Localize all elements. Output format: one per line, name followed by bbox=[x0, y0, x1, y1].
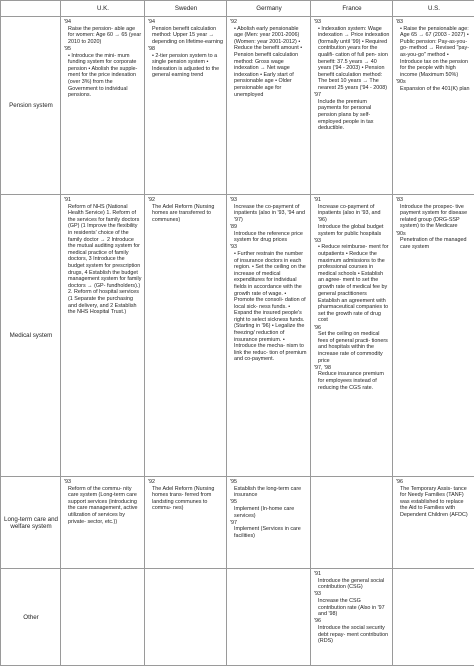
table-row bbox=[1, 569, 474, 666]
entry-text: • Introduce the mini- mum funding system for corporate pension • Abolish the supple- ment for the price indexation (over 3%) from the Government to individual pensions. bbox=[64, 53, 142, 99]
entry-text: Reduce insurance premium for employees instead of reducing the CGS rate. bbox=[314, 371, 390, 391]
entry-year: '83 bbox=[396, 197, 472, 204]
entry-text: Establish the long-term care insurance bbox=[230, 486, 308, 499]
reform-entry bbox=[64, 479, 142, 525]
reform-entry bbox=[230, 479, 308, 499]
column-header-us: U.S. bbox=[393, 1, 474, 17]
reform-entry bbox=[148, 479, 224, 512]
entry-text: Introduce the general social contribution (CSG) bbox=[314, 578, 390, 591]
entry-text: • Reduce reimburse- ment for outpatients • Reduce the maximum admissions to the professional courses in medical schools • Establish an agree- ment to set the growth rate of medical fee by general practitioners bbox=[314, 244, 390, 297]
entry-year: '89 bbox=[230, 224, 308, 231]
reform-entry bbox=[230, 244, 308, 363]
entry-year: '97 bbox=[314, 92, 390, 99]
entry-year: '90s bbox=[396, 79, 472, 86]
reform-entry bbox=[314, 298, 390, 324]
entry-text: Pension benefit calculation method: Upper 15 year → depending on lifetime-earning bbox=[148, 26, 224, 46]
row-label: Pension system bbox=[1, 17, 61, 195]
entry-text: Introduce the social security debt repay- ment contribution (RDS) bbox=[314, 625, 390, 645]
table-row bbox=[1, 17, 474, 195]
reform-entry bbox=[148, 19, 224, 45]
table-row bbox=[1, 195, 474, 477]
entry-text: The Adel Reform (Nursing homes trans- ferred from landsting communes to commu- nes) bbox=[148, 486, 224, 512]
reform-entry bbox=[64, 19, 142, 45]
reform-entry bbox=[396, 79, 472, 92]
table-cell bbox=[145, 477, 227, 569]
reform-entry bbox=[314, 365, 390, 391]
entry-year: '93 bbox=[314, 591, 390, 598]
table-cell bbox=[393, 477, 474, 569]
entry-text: Establish an agreement with pharmaceutical companies to set the growth rate of drug cost bbox=[314, 298, 390, 324]
reform-entry bbox=[64, 197, 142, 316]
corner-cell bbox=[1, 1, 61, 17]
entry-year: '93 bbox=[314, 19, 390, 26]
entry-year: '91 bbox=[314, 571, 390, 578]
table-cell bbox=[61, 195, 145, 477]
reform-entry bbox=[314, 325, 390, 365]
reform-entry bbox=[314, 591, 390, 617]
reform-entry bbox=[314, 197, 390, 223]
header-row bbox=[1, 1, 474, 17]
reform-entry bbox=[396, 479, 472, 519]
table-cell bbox=[227, 569, 311, 666]
reform-entry bbox=[230, 19, 308, 98]
entry-text: The Temporary Assis- tance for Needy Families (TANF) was established to replace the Aid to Families with Dependent Children (AFDC) bbox=[396, 486, 472, 519]
reform-entry bbox=[230, 197, 308, 223]
entry-year: '96 bbox=[396, 479, 472, 486]
entry-year: '92 bbox=[148, 197, 224, 204]
entry-year: '92 bbox=[148, 479, 224, 486]
table-cell bbox=[227, 195, 311, 477]
entry-year: '98 bbox=[148, 46, 224, 53]
entry-text: Penetration of the managed care system bbox=[396, 237, 472, 250]
table-cell bbox=[145, 195, 227, 477]
entry-text: Expansion of the 401(K) plan bbox=[396, 86, 472, 93]
table-cell bbox=[61, 17, 145, 195]
reform-entry bbox=[148, 46, 224, 79]
reform-entry bbox=[314, 92, 390, 132]
entry-year: '94 bbox=[64, 19, 142, 26]
reform-entry bbox=[314, 571, 390, 591]
reform-entry bbox=[230, 499, 308, 519]
entry-text: Introduce the prospec- tive payment system for disease related group (DRG-SSP system) to the Medicare bbox=[396, 204, 472, 230]
entry-text: • Raise the pensionable age: Age 65 → 67 (2003 - 2027) • Public pension: Pay-as-you-go- method → Revised "pay-as-you-go" method • Introduce tax on the pension for the people with high income (Maximum 50%) bbox=[396, 26, 472, 79]
reform-entry bbox=[64, 46, 142, 99]
row-label: Other bbox=[1, 569, 61, 666]
entry-text: • Abolish early pensionable age (Men: year 2001-2006) (Women: year 2001-2012) • Reduce the benefit amount • Pension benefit calculation method: Gross wage indexation → Net wage indexation • Early start of pensionable age • Older pensionable age for unemployed bbox=[230, 26, 308, 99]
table-cell bbox=[145, 569, 227, 666]
reform-entry bbox=[314, 238, 390, 297]
entry-text: Implement (Services in care facilities) bbox=[230, 526, 308, 539]
entry-text: • 2-tier pension system to a single pension system • Indexation is adjusted to the general earning trend bbox=[148, 53, 224, 79]
entry-text: Reform of the commu- nity care system (Long-term care support services (introducing the care management, active utilization of services by private- sector, etc.)) bbox=[64, 486, 142, 526]
table-cell bbox=[393, 195, 474, 477]
entry-year: '91 bbox=[314, 197, 390, 204]
entry-text: Introduce the reference price system for drug prices bbox=[230, 231, 308, 244]
table-cell bbox=[311, 569, 393, 666]
entry-text: Implement (In-home care services) bbox=[230, 506, 308, 519]
entry-year: '97, '98 bbox=[314, 365, 390, 372]
table-cell bbox=[61, 569, 145, 666]
entry-text: The Adel Reform (Nursing homes are transferred to communes) bbox=[148, 204, 224, 224]
entry-text: Increase co-payment of inpatients (also in '93, and '96) bbox=[314, 204, 390, 224]
entry-year: '94 bbox=[148, 19, 224, 26]
entry-year: '93 bbox=[230, 197, 308, 204]
table-cell bbox=[393, 17, 474, 195]
row-label: Medical system bbox=[1, 195, 61, 477]
table-cell bbox=[61, 477, 145, 569]
reform-entry bbox=[148, 197, 224, 223]
table-cell bbox=[393, 569, 474, 666]
column-header-france: France bbox=[311, 1, 393, 17]
entry-text: Raise the pension- able age for women: Age 60 → 65 (year 2010 to 2020) bbox=[64, 26, 142, 46]
column-header-sweden: Sweden bbox=[145, 1, 227, 17]
reform-entry bbox=[396, 19, 472, 78]
entry-year: '91 bbox=[64, 197, 142, 204]
reform-entry bbox=[230, 520, 308, 540]
reform-entry bbox=[396, 197, 472, 230]
entry-text: • Further restrain the number of insurance doctors in each region. • Set the ceiling on the increase of medical expenditures for individual fields in accordance with the growth rate of wage. • Promote the consoli- dation of local sick- ness funds. • Expand the insured people's right to select sickness funds. (Starting in '96) • Legalize the freezing/ reduction of insurance premium. • Introduce the mecha- nism to link the reduc- tion of premium and co-payment. bbox=[230, 251, 308, 363]
entry-year: '95 bbox=[230, 499, 308, 506]
entry-year: '97 bbox=[230, 520, 308, 527]
entry-text: Reform of NHS (National Health Service) 1. Reform of the services for family doctors (GP) (1 Improve the flexibility in residents' choice of the family doctor → 2 Introduce the mutual auditing system for medical practice of family doctors, 3 Introduce the budget system for prescription drugs, 4 Establish the budget management system for family doctors → (GP- fundholders).) 2. Reform of hospital services (1 Separate the purchasing and delivery, and 2 Establish the NHS Hospital Trust.) bbox=[64, 204, 142, 316]
table-cell bbox=[227, 17, 311, 195]
entry-text: Increase the CSG contribution rate (Also in '97 and '98) bbox=[314, 598, 390, 618]
entry-year: '96 bbox=[314, 618, 390, 625]
entry-year: '96 bbox=[314, 325, 390, 332]
entry-text: Set the ceiling on medical fees of general practi- tioners and hospitals within the increase rate of commodity price bbox=[314, 331, 390, 364]
entry-text: Increase the co-payment of inpatients (also in '93, '94 and '97) bbox=[230, 204, 308, 224]
entry-year: '93 bbox=[64, 479, 142, 486]
table-cell bbox=[311, 477, 393, 569]
reform-entry bbox=[396, 231, 472, 251]
entry-text: • Indexation system: Wage indexation → Price indexation (formally until '99) • Required contribution years for the qualifi- cation of full pen- sion benefit: 37.5 years → 40 years ('94 - 2003) • Pension benefit calculation method: The best 10 years → The nearest 25 years ('94 - 2008) bbox=[314, 26, 390, 92]
reform-entry bbox=[314, 224, 390, 237]
reform-entry bbox=[314, 618, 390, 644]
entry-text: Include the premium payments for personal pension plans by self- employed people in tax deductible. bbox=[314, 99, 390, 132]
entry-text: Introduce the global budget system for public hospitals bbox=[314, 224, 390, 237]
entry-year: '95 bbox=[64, 46, 142, 53]
entry-year: '83 bbox=[396, 19, 472, 26]
entry-year: '92 bbox=[230, 19, 308, 26]
entry-year: '95 bbox=[230, 479, 308, 486]
entry-year: '90s bbox=[396, 231, 472, 238]
reform-entry bbox=[314, 19, 390, 92]
row-label: Long-term care and welfare system bbox=[1, 477, 61, 569]
table-cell bbox=[311, 195, 393, 477]
reform-entry bbox=[230, 224, 308, 244]
column-header-germany: Germany bbox=[227, 1, 311, 17]
entry-year: '93 bbox=[230, 244, 308, 251]
table-row bbox=[1, 477, 474, 569]
table-cell bbox=[311, 17, 393, 195]
column-header-uk: U.K. bbox=[61, 1, 145, 17]
table-cell bbox=[145, 17, 227, 195]
table-cell bbox=[227, 477, 311, 569]
entry-year: '93 bbox=[314, 238, 390, 245]
